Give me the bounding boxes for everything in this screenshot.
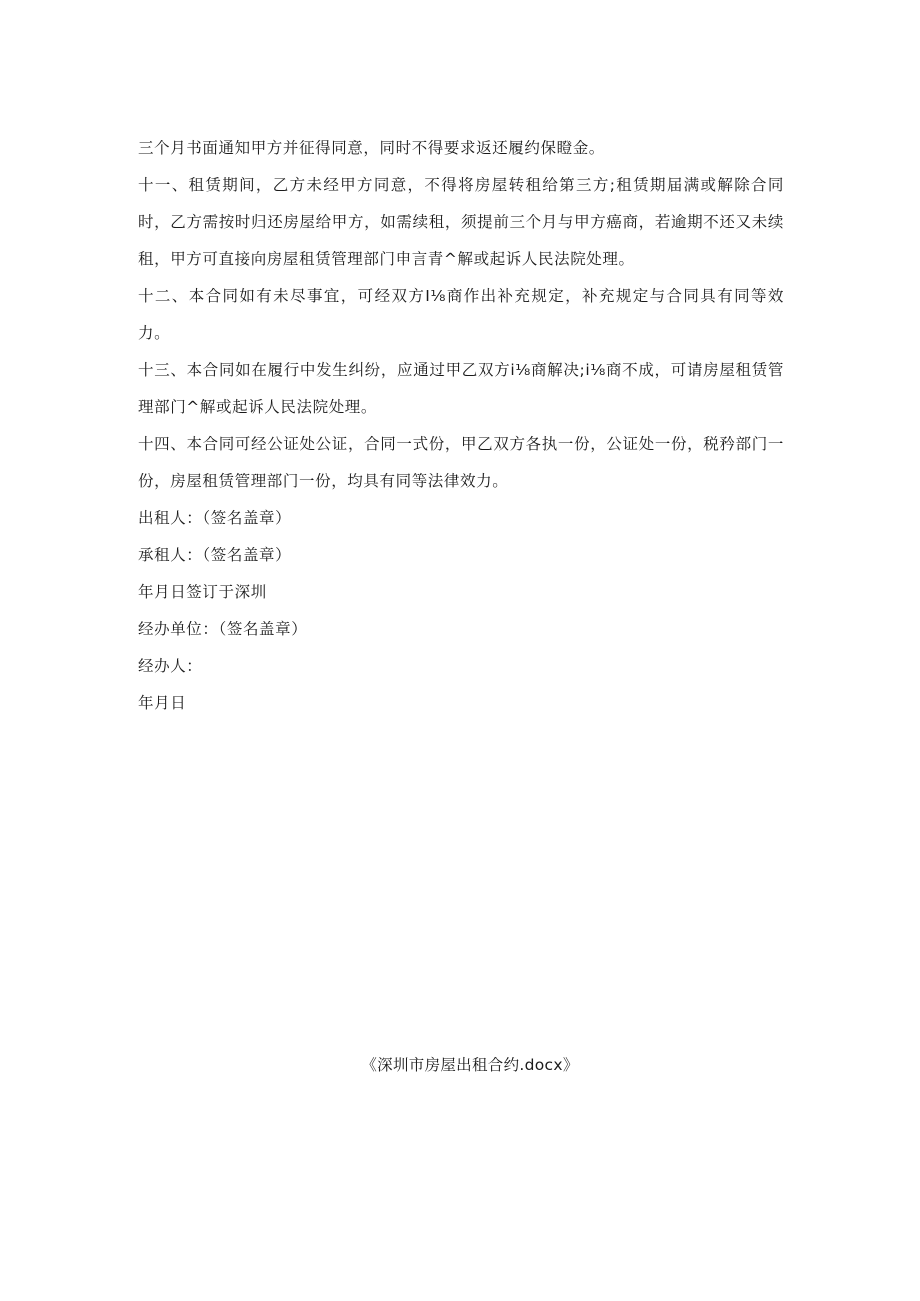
document-body [138,130,784,722]
lessor-signature-line: 出租人：（签名盖章） [138,509,292,527]
signing-date-place-line: 年月日签订于深圳 [138,583,267,601]
paragraph-deposit-clause: 三个月书面通知甲方并征得同意，同时不得要求返还履约保瞪金。 [138,139,605,157]
paragraph-clause-14: 十四、本合同可经公证处公证，合同一式份，甲乙双方各执一份，公证处一份，税矜部门一份，房屋租赁管理部门一份，均具有同等法律效力。 [138,435,784,490]
lessee-signature-line: 承租人：（签名盖章） [138,546,292,564]
date-line: 年月日 [138,694,187,712]
document-footer-filename: 《深圳市房屋出租合约.docx》 [361,1056,579,1074]
agency-signature-line: 经办单位：（签名盖章） [138,620,308,638]
paragraph-clause-12: 十二、本合同如有未尽事宜，可经双方I⅛商作出补充规定，补充规定与合同具有同等效力。 [138,287,784,342]
agent-line: 经办人： [138,657,203,675]
paragraph-clause-11: 十一、租赁期间，乙方未经甲方同意，不得将房屋转租给第三方;租赁期届满或解除合同时，乙方需按时归还房屋给甲方，如需续租，须提前三个月与甲方癌商，若逾期不还又未续租，甲方可直接向房屋租赁管理部门申言青^解或起诉人民法院处理。 [138,176,784,268]
paragraph-clause-13: 十三、本合同如在履行中发生纠纷，应通过甲乙双方i⅛商解决;i⅛商不成，可请房屋租赁管理部门^解或起诉人民法院处理。 [138,361,784,416]
